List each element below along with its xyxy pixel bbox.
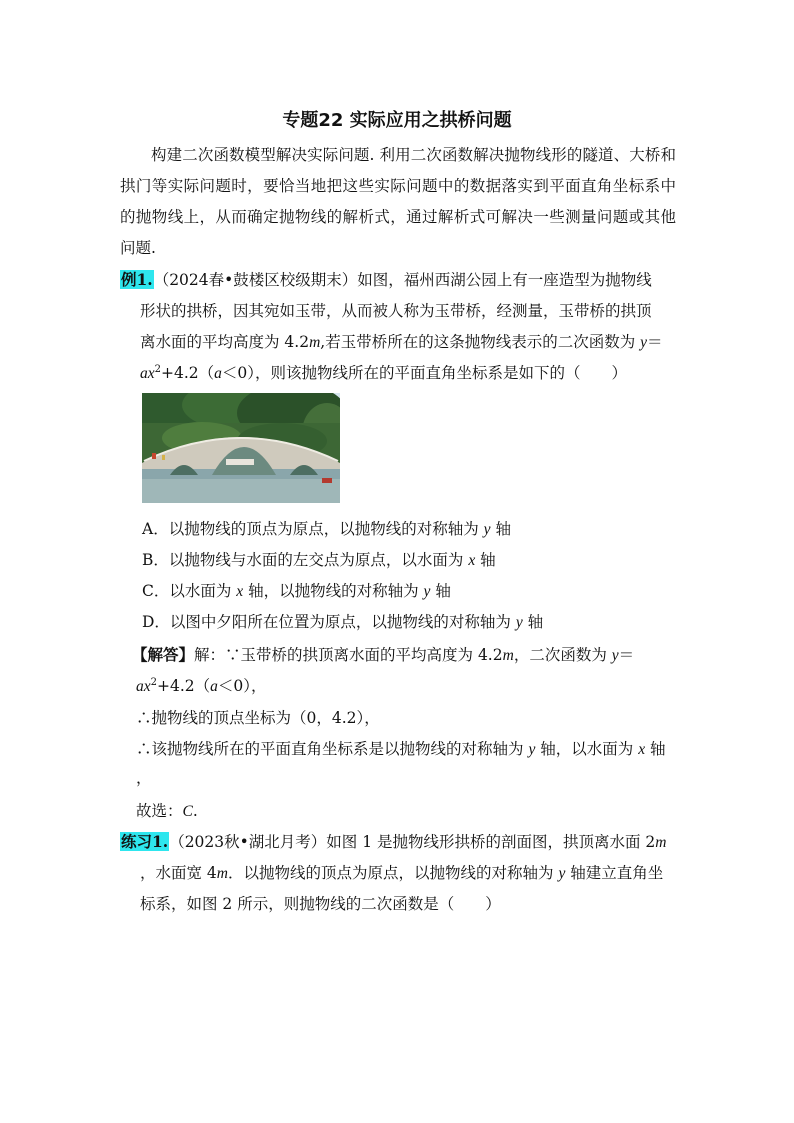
option-b: B．以抛物线与水面的左交点为原点，以水面为 x 轴	[142, 551, 496, 569]
option-c: C．以水面为 x 轴，以抛物线的对称轴为 y 轴	[142, 582, 451, 600]
answer-line3: ∴抛物线的顶点坐标为（0，4.2），	[136, 709, 380, 727]
answer-line1: 【解答】解：∵玉带桥的拱顶离水面的平均高度为 4.2m，二次函数为 y＝	[132, 645, 635, 664]
answer-label: 【解答】	[132, 645, 195, 664]
example-tag: 例1.	[121, 270, 153, 289]
page-title: 专题22 实际应用之拱桥问题	[282, 110, 512, 131]
answer-line5: ，	[136, 769, 152, 787]
intro-paragraph: 构建二次函数模型解决实际问题. 利用二次函数解决抛物线形的隧道、大桥和拱门等实际问题时，要恰当地把这些实际问题中的数据落实到平面直角坐标系中的抛物线上，从而确定抛物线的解析式，通过解析式可解决一些测量问题或其他问题.	[120, 146, 676, 257]
example1-line2: 形状的拱桥，因其宛如玉带，从而被人称为玉带桥，经测量，玉带桥的拱顶	[140, 302, 652, 320]
example1-line3: 离水面的平均高度为 4.2m,若玉带桥所在的这条抛物线表示的二次函数为 y＝	[140, 333, 663, 351]
practice-tag: 练习1.	[121, 832, 169, 851]
answer-line2: $ax^2+4.2(a<0)$，	[136, 676, 267, 695]
practice1-line3: 标系，如图 2 所示，则抛物线的二次函数是（ ）	[140, 895, 501, 913]
option-d: D．以图中夕阳所在位置为原点，以抛物线的对称轴为 y 轴	[142, 613, 544, 631]
answer-choice: 故选：C.	[136, 802, 198, 820]
example1-line1: 例1.（2024春•鼓楼区校级期末）如图，福州西湖公园上有一座造型为抛物线	[121, 270, 652, 289]
jade-belt-bridge-photo	[142, 393, 340, 503]
option-a: A．以抛物线的顶点为原点，以抛物线的对称轴为 y 轴	[142, 520, 511, 538]
practice1-line1: 练习1.（2023秋•湖北月考）如图 1 是抛物线形拱桥的剖面图，拱顶离水面 2m	[121, 832, 667, 851]
example1-line4: $ax^2+4.2(a<0)$，则该抛物线所在的平面直角坐标系是如下的（ ）	[140, 363, 628, 382]
practice1-line2: ，水面宽 4m．以抛物线的顶点为原点，以抛物线的对称轴为 y 轴建立直角坐	[140, 864, 664, 882]
bridge-illustration	[142, 393, 340, 503]
answer-line4: ∴该抛物线所在的平面直角坐标系是以抛物线的对称轴为 y 轴，以水面为 x 轴	[136, 740, 666, 758]
